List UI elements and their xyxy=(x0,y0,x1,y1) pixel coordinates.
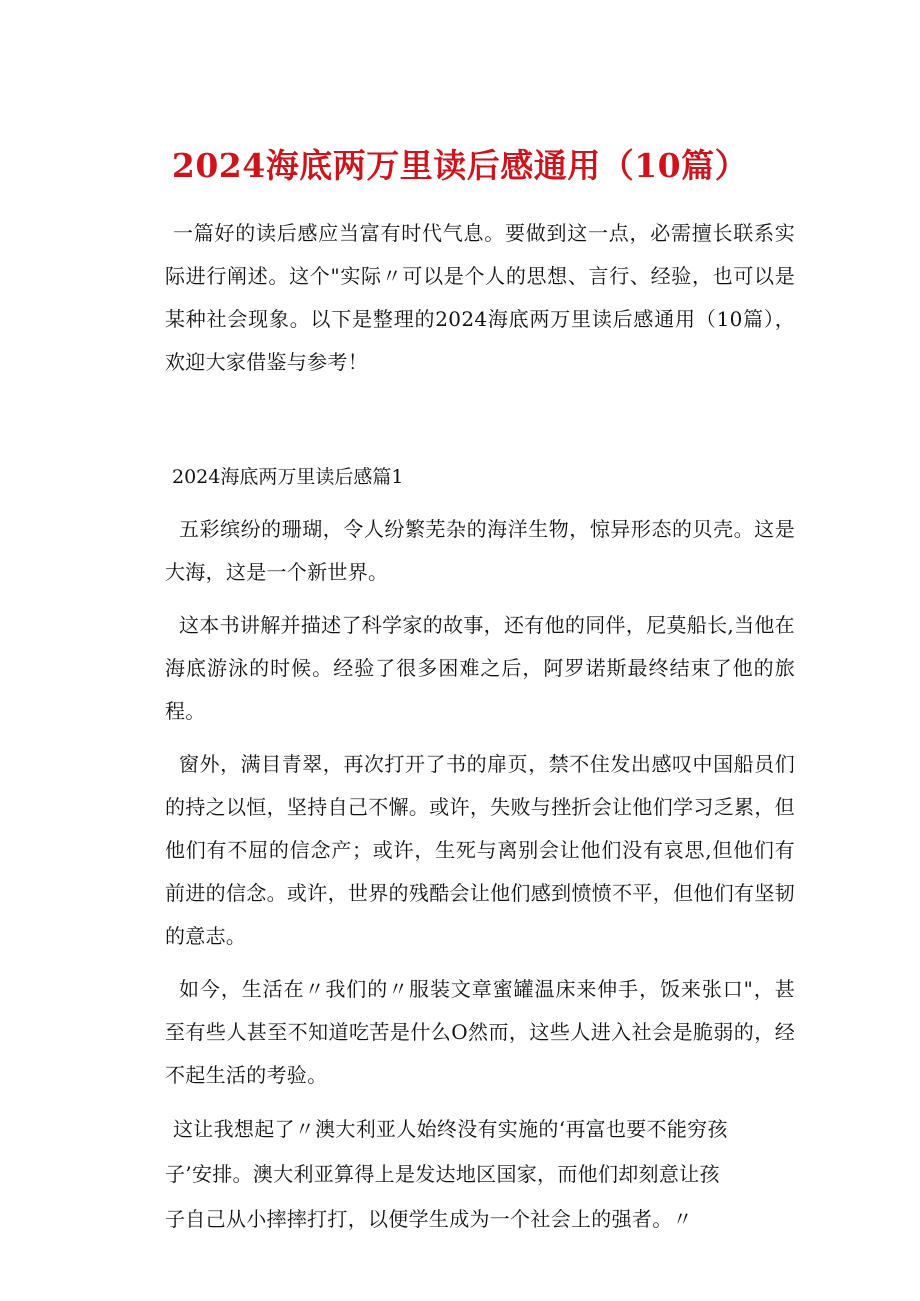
section-heading: 2024海底两万里读后感篇1 xyxy=(172,466,404,488)
body-paragraph-1: 五彩缤纷的珊瑚，令人纷繁芜杂的海洋生物，惊异形态的贝壳。这是大海，这是一个新世界。 xyxy=(165,517,795,584)
section-body xyxy=(165,508,795,1252)
intro-paragraph: 一篇好的读后感应当富有时代气息。要做到这一点，必需擅长联系实际进行阐述。这个"实际〃可以是个人的思想、言行、经验，也可以是某种社会现象。以下是整理的2024海底两万里读后感通用（10篇），欢迎大家借鉴与参考！ xyxy=(165,221,795,374)
body-paragraph-3: 窗外，满目青翠，再次打开了书的扉页，禁不住发出感叹中国船员们的持之以恒，坚持自己不懈。或许，失败与挫折会让他们学习乏累，但他们有不屈的信念产；或许，生死与离别会让他们没有哀思,但他们有前进的信念。或许，世界的残酷会让他们感到愤愤不平，但他们有坚韧的意志。 xyxy=(165,752,795,948)
document-title: 2024海底两万里读后感通用（10篇） xyxy=(171,146,749,185)
body-paragraph-2: 这本书讲解并描述了科学家的故事，还有他的同伴，尼莫船长,当他在海底游泳的时候。经验了很多困难之后，阿罗诺斯最终结束了他的旅程。 xyxy=(165,613,795,723)
body-paragraph-4: 如今，生活在〃我们的〃服装文章蜜罐温床来伸手，饭来张口"，甚至有些人甚至不知道吃苦是什么O然而，这些人进入社会是脆弱的，经不起生活的考验。 xyxy=(165,977,795,1087)
body-paragraph-5: 这让我想起了〃澳大利亚人始终没有实施的‘再富也要不能穷孩子’安排。澳大利亚算得上是发达地区国家，而他们却刻意让孩子自己从小摔摔打打，以便学生成为一个社会上的强者。〃 xyxy=(165,1117,728,1231)
